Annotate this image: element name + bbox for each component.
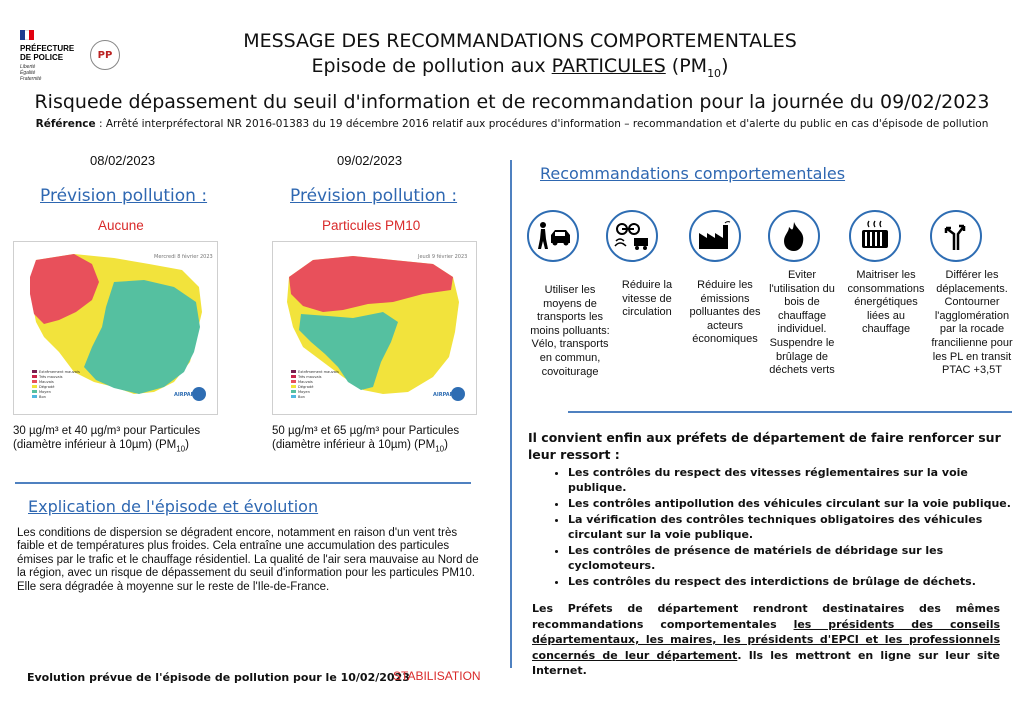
ile-de-france-map-2 [273, 242, 476, 414]
svg-text:Dégradé: Dégradé [298, 385, 314, 389]
svg-text:Bon: Bon [39, 395, 46, 399]
svg-text:AIRPARIF: AIRPARIF [433, 392, 459, 398]
detour-sign-icon [930, 210, 982, 262]
svg-text:Mauvais: Mauvais [39, 380, 54, 384]
pollution-map-2 [272, 241, 477, 415]
svg-text:Mauvais: Mauvais [298, 380, 313, 384]
page-subtitle: Episode de pollution aux PARTICULES $(PM_{10})$ [311, 55, 729, 80]
forecast-date-1: 08/02/2023 [90, 153, 156, 168]
french-flag-icon [20, 30, 34, 40]
airparif-logo [174, 387, 206, 401]
svg-text:Extrêmement mauvais: Extrêmement mauvais [39, 370, 80, 374]
prefets-final-note: Les Préfets de département rendront destinataires des mêmes recommandations comportementales les présidents des conseils départementaux, les maires, les présidents d'EPCI et les professionnels concernés de leur département. Ils les mettront en ligne sur leur site Internet. [532, 602, 1001, 677]
recommendations-divider [568, 411, 1012, 413]
recommendation-text-4: Eviter l'utilisation du bois de chauffage individuel. Suspendre le brûlage de déchets verts [769, 269, 835, 377]
prefets-intro: Il convient enfin aux préfets de département de faire renforcer sur leur ressort : [528, 430, 1001, 462]
evolution-status: STABILISATION [393, 669, 481, 683]
list-item: • Les contrôles du respect des interdictions de brûlage de déchets. [568, 574, 1023, 589]
svg-text:Extrêmement mauvais: Extrêmement mauvais [298, 370, 339, 374]
svg-text:Dégradé: Dégradé [39, 385, 55, 389]
svg-text:Moyen: Moyen [39, 390, 51, 394]
forecast-status-1: Aucune [98, 218, 144, 233]
explanation-title: Explication de l'épisode et évolution [28, 497, 319, 516]
recommendations-title: Recommandations comportementales [540, 164, 846, 183]
risk-headline: Risquede dépassement du seuil d'information et de recommandation pour la journée du 09/02/2023 [34, 91, 990, 113]
map-date-2: Jeudi 9 février 2023 [418, 254, 468, 260]
map-legend [291, 370, 339, 399]
logo-motto: Liberté Égalité Fraternité [20, 64, 42, 82]
explanation-text: Les conditions de dispersion se dégradent encore, notamment en raison d'un vent très faible et de températures plus froides. Cela entraîne une accumulation des particules émises par le trafic et le chauffage résidentiel. La qualité de l'air sera mauvaise au Nord de la région, avec un risque de dépassement du seuil d'information pour les particules PM10. Elle sera dégradée à moyenne sur le reste de l'Ile-de-France. [17, 527, 479, 593]
forecast-heading-1: Prévision pollution : [40, 186, 208, 206]
svg-text:Très mauvais: Très mauvais [39, 375, 63, 379]
forecast-heading-2: Prévision pollution : [290, 186, 458, 206]
svg-text:Très mauvais: Très mauvais [298, 375, 322, 379]
pollution-map-1 [13, 241, 218, 415]
radiator-icon [849, 210, 901, 262]
logo-title: PRÉFECTURE DE POLICE [20, 44, 75, 62]
police-seal-icon [90, 40, 120, 70]
forecast-caption-2: 50 µg/m³ et 65 µg/m³ pour Particules (diamètre inférieur à 10µm) $(PM_{10})$ [272, 425, 460, 454]
recommendation-text-1: Utiliser les moyens de transports les moins polluants: Vélo, transports en commun, covoiturage [530, 284, 610, 378]
speed-reduce-icon [606, 210, 658, 262]
prefets-bullet-list [550, 465, 1023, 590]
airparif-logo [433, 387, 465, 401]
reference-line: Référence : Arrêté interpréfectoral NR 2016-01383 du 19 décembre 2016 relatif aux procédures d'information – recommandation et d'alerte du public en cas d'épisode de pollution [35, 118, 989, 130]
recommendation-text-6: Différer les déplacements. Contourner l'agglomération par la rocade francilienne pour les PL en transit PTAC +3,5T [931, 269, 1013, 377]
ile-de-france-map-1 [14, 242, 217, 414]
map-legend [32, 370, 80, 399]
page-title: MESSAGE DES RECOMMANDATIONS COMPORTEMENTALES [243, 30, 797, 52]
recommendation-text-5: Maitriser les consommations énergétiques liées au chauffage [847, 269, 925, 336]
factory-icon [689, 210, 741, 262]
svg-text:AIRPARIF: AIRPARIF [174, 392, 200, 398]
forecast-status-2: Particules PM10 [322, 218, 421, 233]
svg-text:Moyen: Moyen [298, 390, 310, 394]
explanation-divider [15, 482, 471, 484]
recommendation-text-3: Réduire les émissions polluantes des acteurs économiques [689, 279, 761, 346]
column-divider [510, 160, 512, 668]
list-item: • Les contrôles de présence de matériels de débridage sur les cyclomoteurs. [568, 543, 1023, 573]
map-date-1: Mercredi 8 février 2023 [154, 254, 213, 260]
prefecture-logo [20, 30, 80, 82]
fire-icon [768, 210, 820, 262]
list-item: • Les contrôles antipollution des véhicules circulant sur la voie publique. [568, 496, 1023, 511]
svg-text:Bon: Bon [298, 395, 305, 399]
pedestrian-car-icon [527, 210, 579, 262]
seal-text: PP [97, 49, 113, 61]
forecast-caption-1: 30 µg/m³ et 40 µg/m³ pour Particules (diamètre inférieur à 10µm) $(PM_{10})$ [13, 425, 201, 454]
list-item: • Les contrôles du respect des vitesses réglementaires sur la voie publique. [568, 465, 1023, 495]
evolution-label: Evolution prévue de l'épisode de pollution pour le 10/02/2023 [27, 671, 410, 684]
forecast-date-2: 09/02/2023 [337, 153, 403, 168]
list-item: • La vérification des contrôles techniques obligatoires des véhicules circulant sur la voie publique. [568, 512, 1023, 542]
recommendation-text-2: Réduire la vitesse de circulation [621, 279, 673, 319]
